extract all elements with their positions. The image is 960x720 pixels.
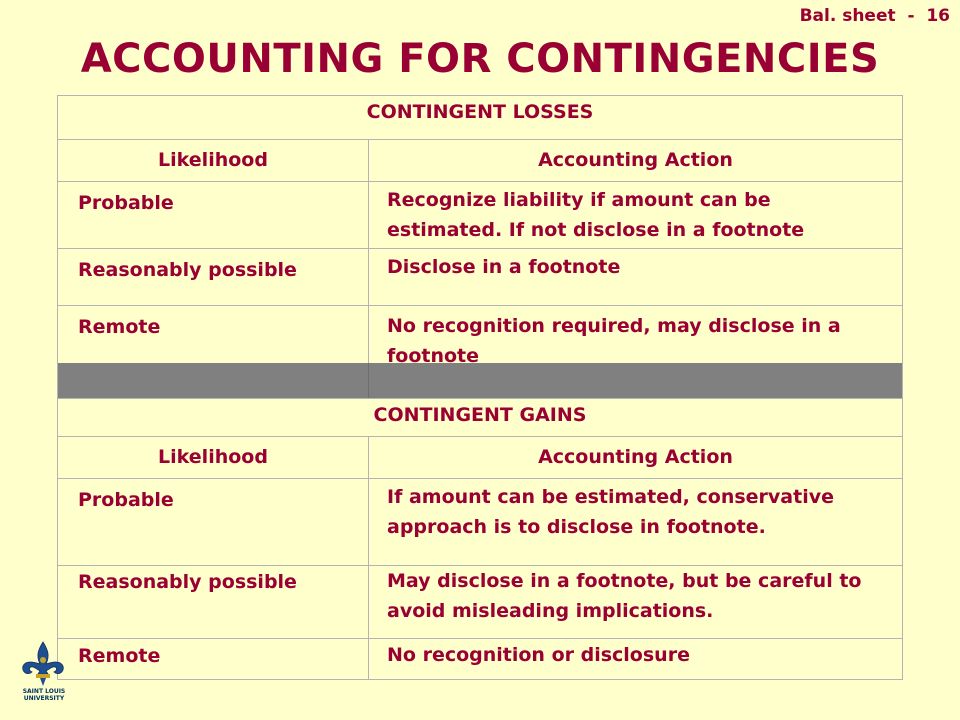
- gains-likelihood-header: Likelihood: [58, 437, 369, 478]
- separator-cell: [58, 363, 369, 398]
- likelihood-cell: Remote: [58, 306, 369, 363]
- action-cell: Disclose in a footnote: [387, 256, 621, 278]
- gains-action-header: Accounting Action: [538, 446, 733, 468]
- table-row: [58, 249, 902, 306]
- action-cell: No recognition required, may disclose in a footnote: [387, 315, 841, 367]
- likelihood-cell: Probable: [58, 479, 369, 565]
- gains-heading: CONTINGENT GAINS: [373, 404, 587, 426]
- losses-heading: CONTINGENT LOSSES: [366, 101, 594, 123]
- slide-number: Bal. sheet - 16: [799, 6, 950, 26]
- likelihood-cell: Reasonably possible: [58, 249, 369, 305]
- losses-action-header: Accounting Action: [538, 149, 733, 171]
- likelihood-cell: Reasonably possible: [58, 566, 369, 638]
- table-row: [58, 479, 902, 566]
- separator-row: [58, 363, 902, 399]
- losses-heading-row: [58, 96, 902, 140]
- contingencies-table: [57, 95, 903, 680]
- gains-column-header-row: [58, 437, 902, 479]
- gains-heading-row: [58, 399, 902, 437]
- likelihood-cell: Remote: [58, 639, 369, 679]
- action-cell: If amount can be estimated, conservative approach is to disclose in footnote.: [387, 486, 834, 538]
- slide-title: ACCOUNTING FOR CONTINGENCIES: [80, 36, 880, 82]
- likelihood-cell: Probable: [58, 182, 369, 248]
- table-row: [58, 639, 902, 679]
- losses-column-header-row: [58, 140, 902, 182]
- university-name: SAINT LOUIS UNIVERSITY: [22, 688, 66, 702]
- action-cell: Recognize liability if amount can be estimated. If not disclose in a footnote: [387, 189, 805, 241]
- action-cell: No recognition or disclosure: [387, 644, 690, 666]
- table-row: [58, 566, 902, 639]
- action-cell: May disclose in a footnote, but be careful to avoid misleading implications.: [387, 570, 862, 622]
- losses-likelihood-header: Likelihood: [58, 140, 369, 181]
- table-row: [58, 306, 902, 367]
- table-row: [58, 182, 902, 249]
- separator-cell: [369, 363, 902, 398]
